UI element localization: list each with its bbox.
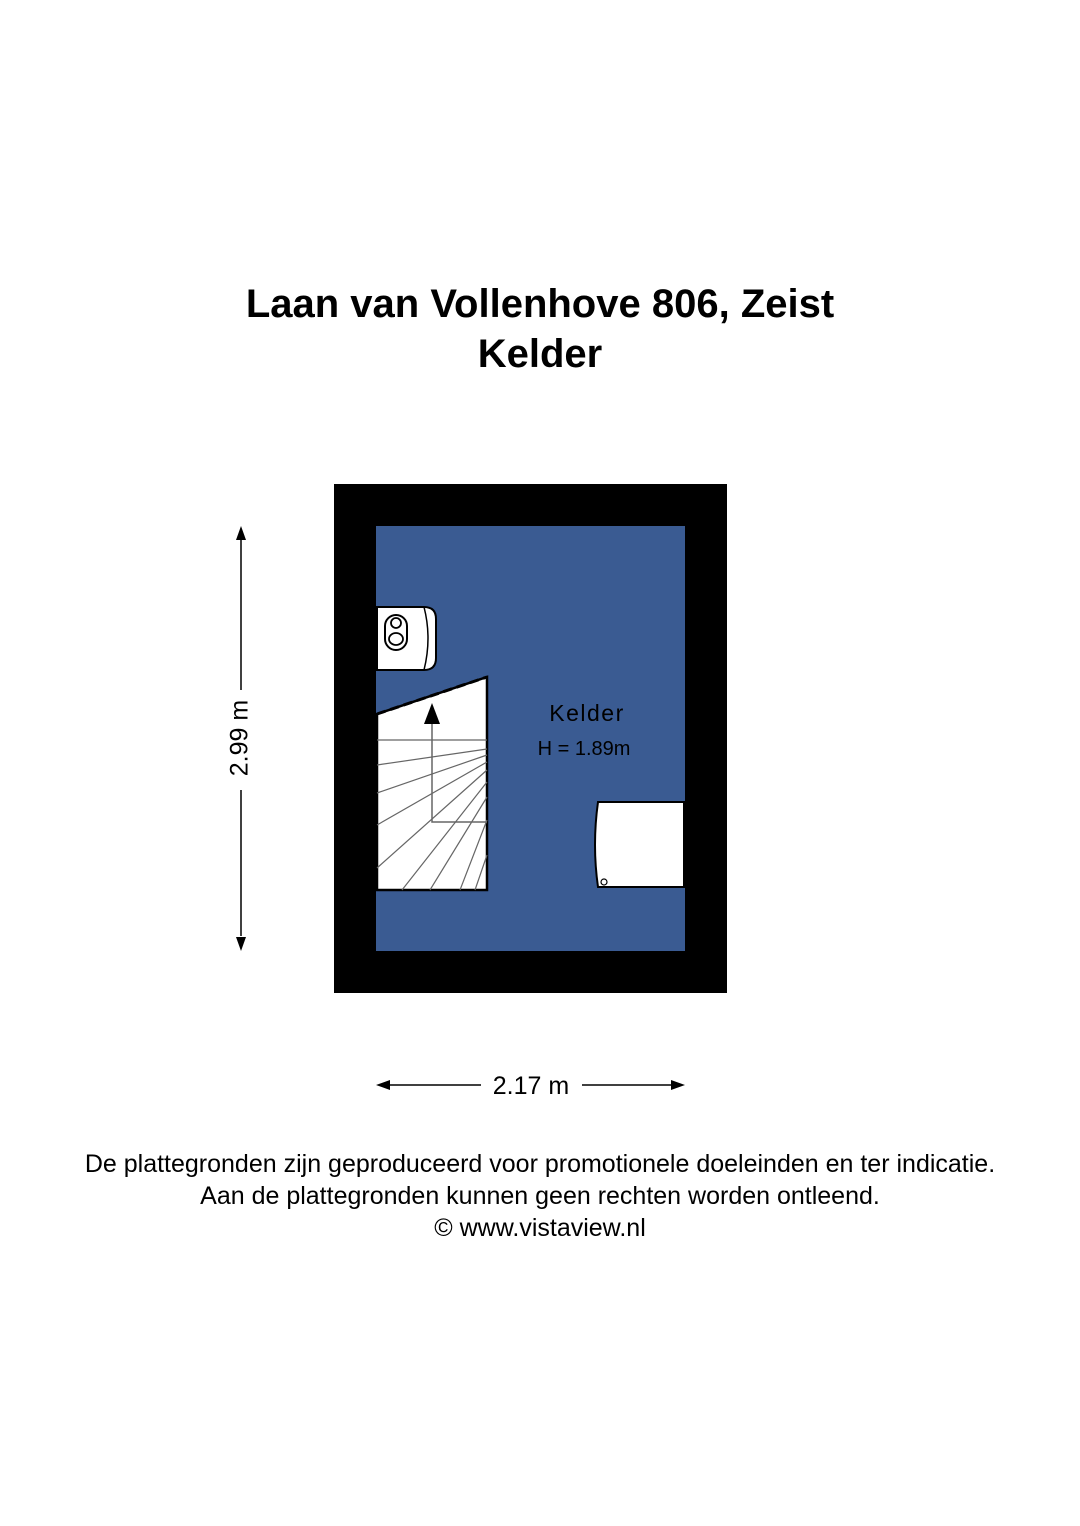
width-dimension-label: 2.17 m: [492, 1072, 570, 1100]
height-dimension-label: 2.99 m: [225, 699, 254, 777]
boiler-unit-icon: [595, 802, 684, 887]
disclaimer-line-1: De plattegronden zijn geproduceerd voor promotionele doeleinden en ter indicatie.: [84, 1150, 996, 1178]
plan-address-title: Laan van Vollenhove 806, Zeist: [245, 282, 835, 326]
room-name-label: Kelder: [549, 700, 625, 726]
copyright-line: © www.vistaview.nl: [434, 1214, 646, 1242]
plan-floor-title: Kelder: [477, 332, 603, 376]
staircase-icon: [377, 677, 487, 890]
disclaimer-line-2: Aan de plattegronden kunnen geen rechten worden ontleend.: [200, 1182, 880, 1210]
room-height-label: H = 1.89m: [537, 738, 631, 760]
toilet-icon: [377, 607, 436, 670]
